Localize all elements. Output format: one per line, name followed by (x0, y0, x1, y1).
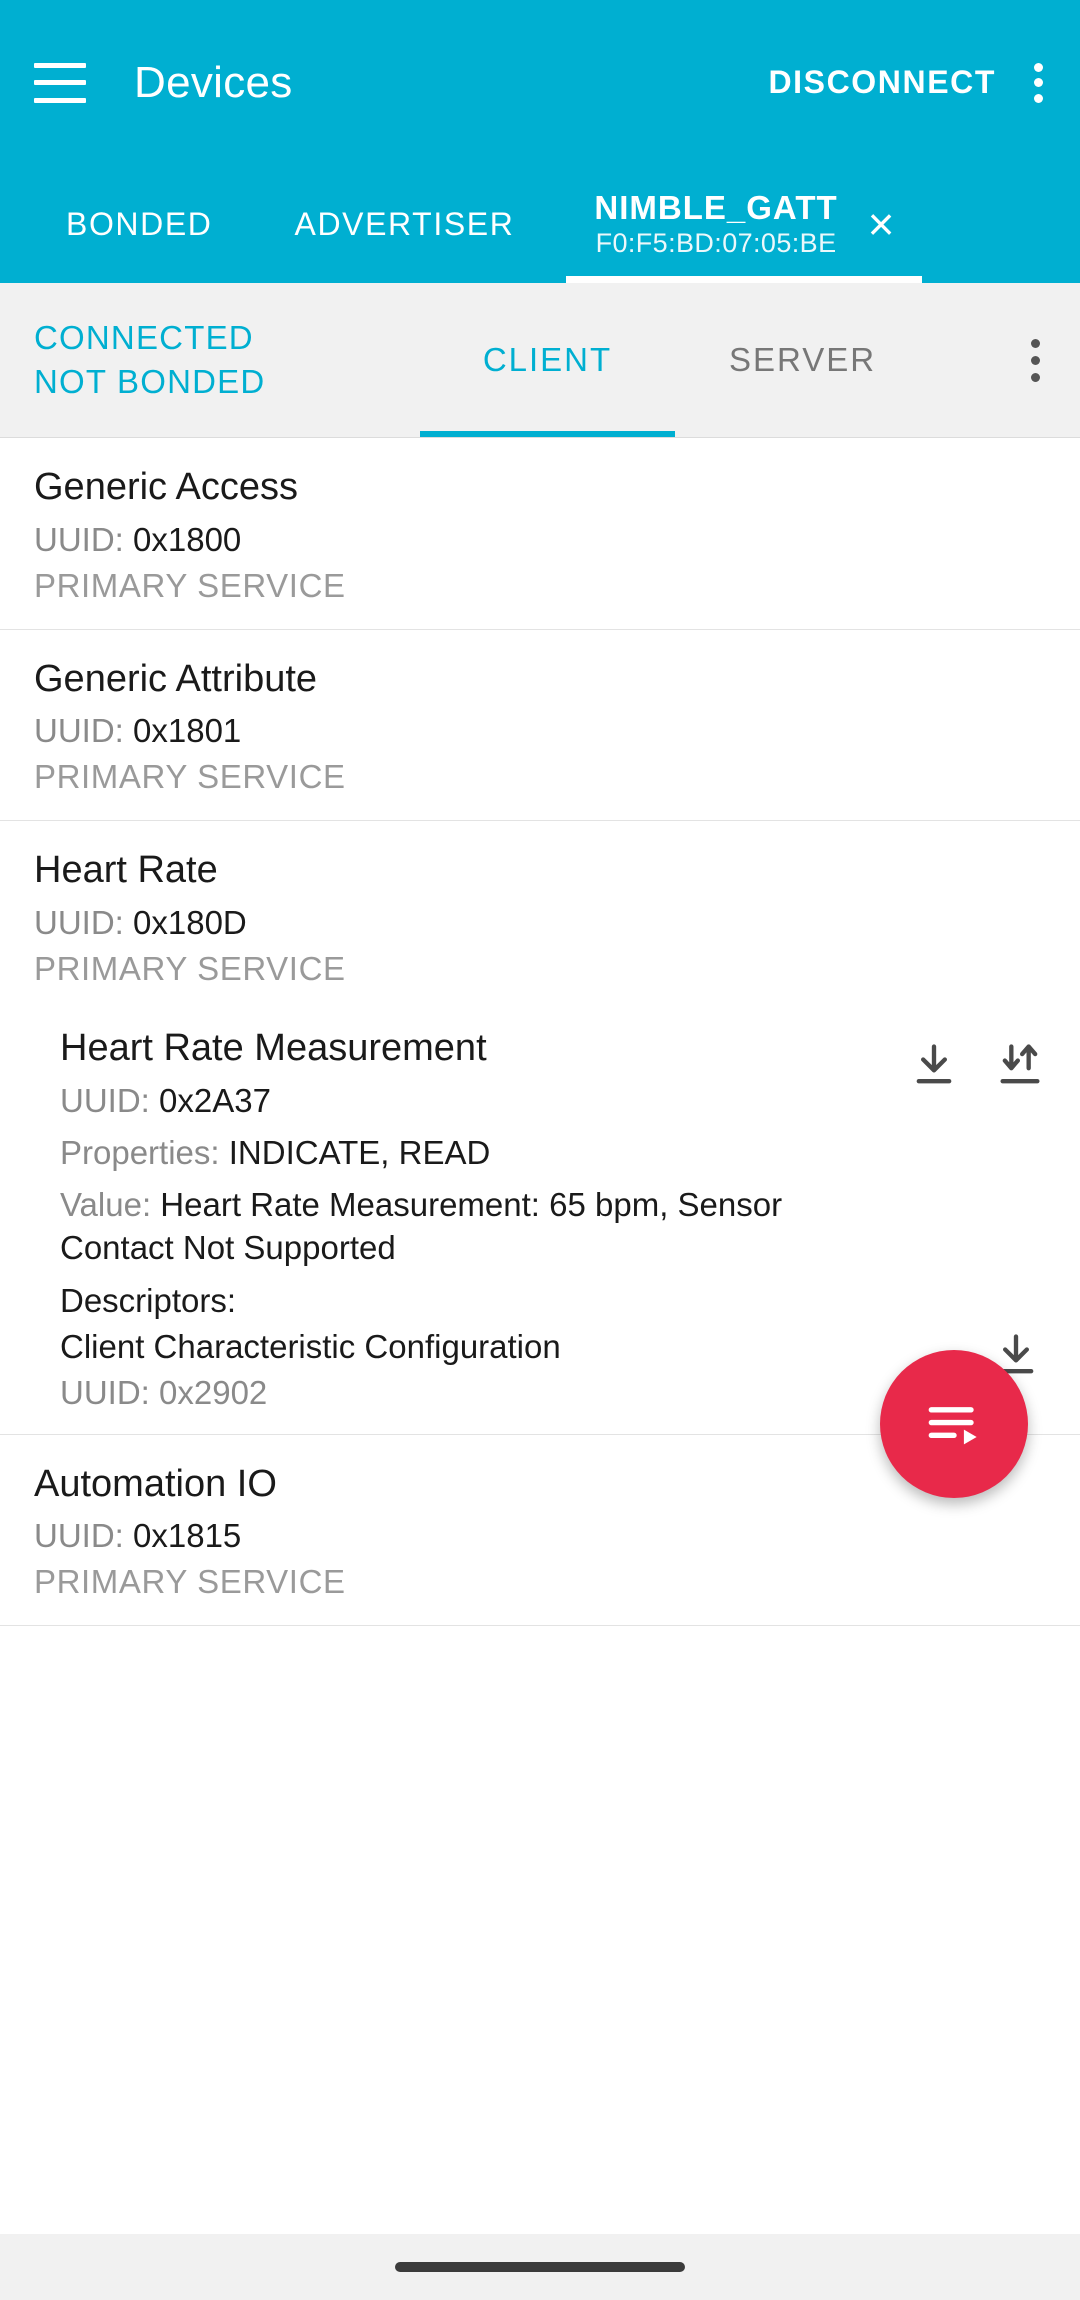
descriptor-name: Client Characteristic Configuration (60, 1327, 561, 1365)
service-item-generic-attribute[interactable] (0, 630, 1080, 822)
service-name: Automation IO (34, 1462, 277, 1505)
descriptor-uuid-label: UUID: (60, 1373, 150, 1411)
characteristic-properties-value: INDICATE, READ (228, 1133, 491, 1171)
service-uuid-label: UUID: (34, 1517, 124, 1555)
service-uuid-label: UUID: (34, 520, 124, 558)
device-tab-bar (0, 165, 1080, 283)
characteristic-actions (908, 1026, 1046, 1092)
service-type: PRIMARY SERVICE (34, 949, 346, 987)
status-bond: NOT BONDED (34, 363, 266, 400)
hamburger-menu-icon[interactable] (34, 63, 86, 103)
service-type: PRIMARY SERVICE (34, 1563, 346, 1601)
service-item-heart-rate[interactable] (0, 821, 1080, 1012)
service-uuid-value: 0x1800 (133, 520, 242, 558)
log-fab-button[interactable] (880, 1350, 1028, 1498)
service-uuid-value: 0x1801 (133, 712, 242, 749)
tab-advertiser[interactable] (265, 165, 567, 283)
tab-active-underline (566, 276, 922, 283)
characteristic-properties-label: Properties: (60, 1133, 220, 1171)
service-uuid (34, 712, 1046, 750)
characteristic-value-text: Heart Rate Measurement: 65 bpm, Sensor Contact Not Supported (60, 1185, 783, 1266)
app-bar-top (0, 0, 1080, 165)
system-navigation-bar (0, 2234, 1080, 2300)
characteristic-name: Heart Rate Measurement (60, 1026, 487, 1069)
descriptor-uuid (60, 1374, 990, 1412)
client-server-tabs (420, 283, 990, 437)
app-bar (0, 0, 1080, 283)
tab-device-name: NIMBLE_GATT (594, 189, 838, 226)
service-type: PRIMARY SERVICE (34, 758, 346, 795)
characteristic-value-label: Value: (60, 1185, 152, 1223)
service-uuid (34, 1517, 1046, 1555)
tab-device-address: F0:F5:BD:07:05:BE (595, 227, 837, 258)
status-overflow-menu-icon[interactable] (990, 283, 1080, 437)
page-title: Devices (134, 57, 293, 107)
service-item-generic-access[interactable] (0, 438, 1080, 630)
characteristic-properties (60, 1132, 888, 1175)
tab-advertiser-label: ADVERTISER (294, 205, 515, 242)
tab-bonded[interactable] (0, 165, 265, 283)
tab-server[interactable] (675, 283, 930, 437)
download-read-icon[interactable] (908, 1040, 960, 1092)
service-uuid-label: UUID: (34, 903, 124, 941)
characteristic-header (60, 1026, 1046, 1270)
characteristic-value (60, 1184, 888, 1270)
service-type: PRIMARY SERVICE (34, 566, 346, 604)
log-playlist-icon (920, 1390, 988, 1458)
overflow-menu-icon[interactable] (1034, 63, 1046, 103)
service-uuid-value: 0x180D (133, 903, 247, 941)
characteristic-uuid-value: 0x2A37 (159, 1082, 271, 1120)
tab-server-label: SERVER (728, 341, 877, 378)
notifications-toggle-icon[interactable] (994, 1040, 1046, 1092)
service-uuid-value: 0x1815 (133, 1517, 242, 1555)
connection-status-bar (0, 283, 1080, 438)
home-gesture-pill[interactable] (395, 2262, 685, 2272)
characteristic-uuid (60, 1080, 888, 1123)
tab-device-labels (594, 191, 837, 257)
service-uuid (34, 521, 1046, 559)
tab-device-nimble-gatt[interactable] (566, 165, 922, 283)
service-uuid-label: UUID: (34, 712, 124, 749)
tab-bonded-label: BONDED (66, 205, 213, 242)
service-uuid (34, 904, 1046, 942)
descriptor-texts (60, 1320, 990, 1412)
characteristic-uuid-label: UUID: (60, 1082, 150, 1120)
connection-state (0, 283, 420, 437)
characteristic-texts (60, 1026, 908, 1270)
tab-client[interactable] (420, 283, 675, 437)
gatt-service-list (0, 438, 1080, 2234)
service-name: Heart Rate (34, 849, 218, 891)
disconnect-button[interactable]: DISCONNECT (768, 64, 996, 100)
descriptors-label: Descriptors: (60, 1281, 237, 1319)
close-icon[interactable]: × (867, 198, 897, 250)
descriptor-uuid-value: 0x2902 (159, 1373, 268, 1411)
service-name: Generic Attribute (34, 657, 318, 700)
tab-client-underline (420, 431, 675, 437)
service-name: Generic Access (34, 466, 298, 508)
tab-client-label: CLIENT (482, 341, 613, 378)
status-connected: CONNECTED (34, 319, 254, 356)
